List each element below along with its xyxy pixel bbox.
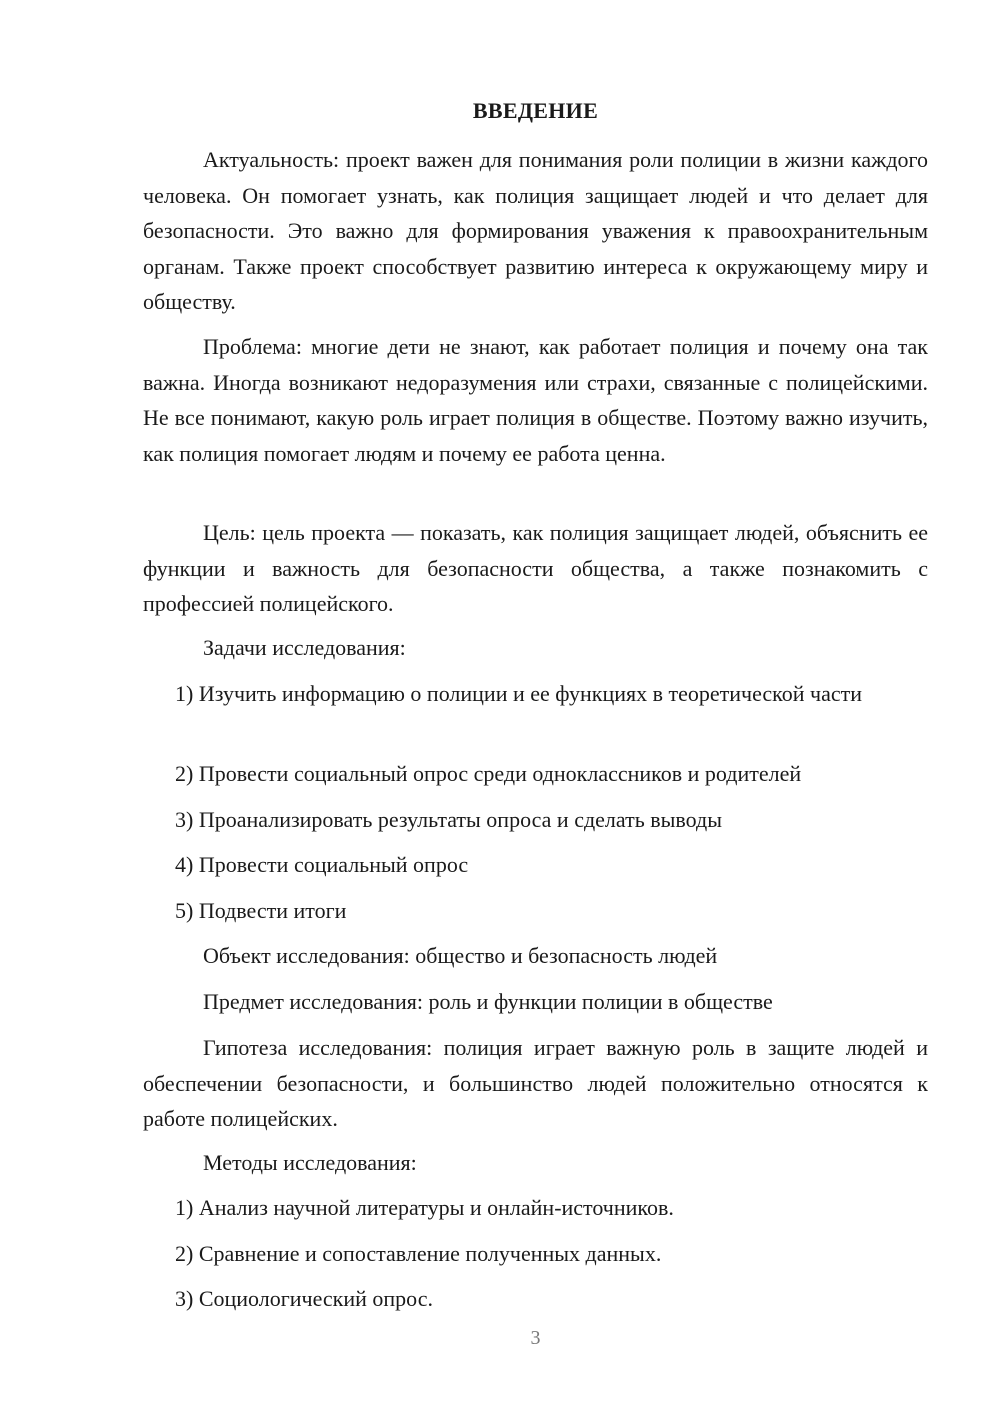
method-item: 1) Анализ научной литературы и онлайн-источников.: [175, 1195, 674, 1220]
task-item: 3) Проанализировать результаты опроса и сделать выводы: [175, 807, 722, 832]
goal-paragraph: Цель: цель проекта — показать, как полиция защищает людей, объяснить ее функции и важность для безопасности общества, а также познакомить с профессией полицейского.: [143, 520, 928, 616]
problem-paragraph: Проблема: многие дети не знают, как работает полиция и почему она так важна. Иногда возникают недоразумения или страхи, связанные с полицейскими. Не все понимают, какую роль играет полиция в обществе. Поэтому важно изучить, как полиция помогает людям и почему ее работа ценна.: [143, 334, 928, 466]
hypothesis-paragraph: Гипотеза исследования: полиция играет важную роль в защите людей и обеспечении безопасности, и большинство людей положительно относятся к работе полицейских.: [143, 1035, 928, 1131]
tasks-heading: Задачи исследования:: [203, 635, 406, 660]
task-item: 1) Изучить информацию о полиции и ее функциях в теоретической части: [175, 681, 862, 706]
research-subject: Предмет исследования: роль и функции полиции в обществе: [203, 989, 773, 1014]
research-object: Объект исследования: общество и безопасность людей: [203, 943, 718, 968]
method-item: 3) Социологический опрос.: [175, 1286, 433, 1311]
task-item: 5) Подвести итоги: [175, 898, 347, 923]
page-title: ВВЕДЕНИЕ: [472, 98, 599, 123]
document-page: [143, 0, 928, 1414]
page-number: 3: [530, 1327, 541, 1349]
method-item: 2) Сравнение и сопоставление полученных данных.: [175, 1241, 662, 1266]
task-item: 4) Провести социальный опрос: [175, 852, 469, 877]
methods-heading: Методы исследования:: [203, 1150, 417, 1175]
relevance-paragraph: Актуальность: проект важен для понимания роли полиции в жизни каждого человека. Он помогает узнать, как полиция защищает людей и что делает для безопасности. Это важно для формирования уважения к правоохранительным органам. Также проект способствует развитию интереса к окружающему миру и обществу.: [143, 147, 928, 314]
task-item: 2) Провести социальный опрос среди одноклассников и родителей: [175, 761, 802, 786]
